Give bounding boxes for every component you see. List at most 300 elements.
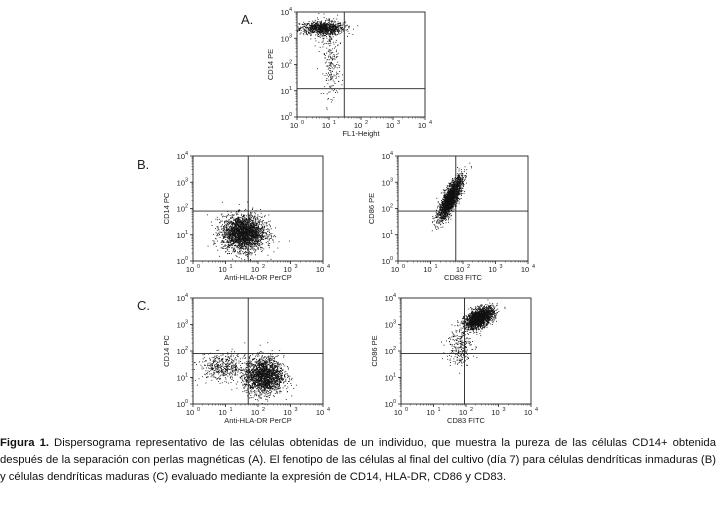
data-point	[227, 216, 228, 217]
data-point	[232, 228, 233, 229]
data-point	[328, 98, 329, 99]
data-point	[270, 225, 271, 226]
data-point	[268, 241, 269, 242]
data-point	[336, 64, 337, 65]
data-point	[326, 43, 327, 44]
data-point	[331, 74, 332, 75]
data-point	[331, 62, 332, 63]
data-point	[234, 252, 235, 253]
data-point	[321, 28, 322, 29]
data-point	[238, 241, 239, 242]
panel-label-b: B.	[137, 157, 150, 172]
data-point	[329, 25, 330, 26]
data-point	[268, 237, 269, 238]
data-point	[265, 215, 266, 216]
data-point	[307, 34, 308, 35]
data-point	[335, 65, 336, 66]
data-point	[338, 44, 339, 45]
data-point	[221, 226, 222, 227]
data-point	[437, 220, 438, 221]
data-point	[225, 221, 226, 222]
data-point	[262, 226, 263, 227]
data-point	[327, 66, 328, 67]
data-point	[318, 36, 319, 37]
data-point	[243, 242, 244, 243]
data-point	[256, 227, 257, 228]
data-point	[243, 248, 244, 249]
data-point	[226, 231, 227, 232]
data-point	[233, 230, 234, 231]
data-point	[232, 251, 233, 252]
data-point	[256, 245, 257, 246]
data-point	[327, 33, 328, 34]
data-point	[326, 30, 327, 31]
data-point	[326, 31, 327, 32]
y-tick-label: 10	[280, 60, 289, 70]
data-point	[334, 89, 335, 90]
data-point	[254, 252, 255, 253]
data-point	[215, 243, 216, 244]
data-point	[245, 235, 246, 236]
data-point	[260, 233, 261, 234]
data-point	[456, 206, 457, 207]
data-point	[234, 250, 235, 251]
data-point	[325, 22, 326, 23]
data-point	[277, 248, 278, 249]
data-point	[330, 72, 331, 73]
data-point	[227, 247, 228, 248]
data-points	[432, 163, 472, 232]
data-point	[250, 231, 251, 232]
data-point	[229, 245, 230, 246]
data-point	[243, 239, 244, 240]
x-tick-label: 10	[289, 121, 299, 130]
data-point	[303, 24, 304, 25]
data-point	[256, 234, 257, 235]
data-point	[221, 242, 222, 243]
data-point	[462, 176, 463, 177]
data-point	[246, 232, 247, 233]
data-point	[242, 217, 243, 218]
data-point	[334, 81, 335, 82]
data-point	[326, 38, 327, 39]
data-point	[252, 246, 253, 247]
data-point	[317, 30, 318, 31]
data-point	[246, 243, 247, 244]
data-point	[339, 71, 340, 72]
data-point	[328, 92, 329, 93]
data-point	[226, 224, 227, 225]
data-point	[243, 223, 244, 224]
data-point	[243, 238, 244, 239]
data-point	[232, 233, 233, 234]
data-point	[246, 238, 247, 239]
data-point	[243, 221, 244, 222]
data-point	[307, 27, 308, 28]
data-point	[348, 27, 349, 28]
data-point	[234, 251, 235, 252]
data-point	[328, 43, 329, 44]
data-point	[335, 46, 336, 47]
data-point	[259, 232, 260, 233]
data-point	[224, 233, 225, 234]
data-point	[239, 241, 240, 242]
data-point	[324, 30, 325, 31]
data-point	[329, 67, 330, 68]
data-point	[241, 220, 242, 221]
data-point	[262, 217, 263, 218]
data-point	[438, 223, 439, 224]
data-point	[303, 27, 304, 28]
data-point	[249, 245, 250, 246]
data-point	[256, 235, 257, 236]
data-point	[270, 226, 271, 227]
data-point	[319, 51, 320, 52]
data-point	[253, 220, 254, 221]
data-point	[328, 51, 329, 52]
data-point	[238, 244, 239, 245]
data-point	[330, 71, 331, 72]
data-point	[457, 180, 458, 181]
data-point	[340, 22, 341, 23]
data-point	[333, 30, 334, 31]
data-point	[324, 86, 325, 87]
data-point	[334, 75, 335, 76]
data-point	[242, 216, 243, 217]
data-point	[217, 241, 218, 242]
data-point	[239, 254, 240, 255]
data-point	[225, 222, 226, 223]
data-point	[249, 252, 250, 253]
data-point	[308, 23, 309, 24]
data-point	[335, 75, 336, 76]
y-tick-label: 10	[176, 152, 185, 161]
data-point	[322, 74, 323, 75]
y-tick-label: 10	[176, 230, 185, 240]
data-point	[269, 245, 270, 246]
y-tick-exponent: 4	[289, 7, 293, 13]
data-point	[267, 225, 268, 226]
data-point	[247, 234, 248, 235]
data-point	[267, 228, 268, 229]
data-point	[242, 244, 243, 245]
data-point	[340, 29, 341, 30]
y-tick-exponent: 2	[289, 59, 293, 66]
data-point	[326, 80, 327, 81]
data-point	[320, 34, 321, 35]
data-point	[322, 30, 323, 31]
data-point	[236, 256, 237, 257]
data-point	[244, 238, 245, 239]
data-point	[316, 30, 317, 31]
data-point	[224, 231, 225, 232]
data-point	[269, 240, 270, 241]
data-point	[319, 21, 320, 22]
data-point	[271, 259, 272, 260]
data-point	[236, 246, 237, 247]
data-point	[306, 27, 307, 28]
data-point	[242, 218, 243, 219]
data-point	[249, 234, 250, 235]
data-point	[329, 19, 330, 20]
data-point	[333, 36, 334, 37]
data-point	[330, 24, 331, 25]
data-point	[231, 212, 232, 213]
data-point	[226, 242, 227, 243]
data-point	[238, 221, 239, 222]
data-point	[221, 226, 222, 227]
data-point	[217, 219, 218, 220]
data-point	[275, 236, 276, 237]
data-point	[224, 232, 225, 233]
data-point	[222, 244, 223, 245]
data-point	[214, 243, 215, 244]
data-point	[229, 224, 230, 225]
data-point	[304, 32, 305, 33]
data-point	[254, 225, 255, 226]
data-point	[337, 62, 338, 63]
data-point	[268, 243, 269, 244]
data-point	[330, 63, 331, 64]
data-point	[239, 257, 240, 258]
data-point	[249, 246, 250, 247]
data-point	[312, 26, 313, 27]
x-tick-label: 10	[353, 121, 363, 130]
data-point	[463, 177, 464, 178]
data-point	[249, 232, 250, 233]
data-point	[262, 221, 263, 222]
data-point	[253, 238, 254, 239]
data-point	[269, 239, 270, 240]
data-point	[335, 83, 336, 84]
data-point	[318, 36, 319, 37]
data-point	[338, 28, 339, 29]
data-point	[340, 43, 341, 44]
data-point	[213, 234, 214, 235]
data-point	[254, 248, 255, 249]
data-point	[217, 226, 218, 227]
data-point	[221, 248, 222, 249]
data-point	[324, 38, 325, 39]
data-point	[330, 49, 331, 50]
data-point	[336, 90, 337, 91]
data-point	[310, 29, 311, 30]
data-point	[309, 30, 310, 31]
data-point	[223, 242, 224, 243]
data-point	[343, 29, 344, 30]
data-point	[323, 41, 324, 42]
data-point	[257, 225, 258, 226]
data-point	[441, 200, 442, 201]
data-point	[329, 34, 330, 35]
data-point	[321, 22, 322, 23]
data-point	[326, 36, 327, 37]
data-point	[330, 68, 331, 69]
data-point	[314, 27, 315, 28]
data-point	[435, 217, 436, 218]
data-point	[234, 234, 235, 235]
data-point	[239, 224, 240, 225]
data-point	[331, 79, 332, 80]
data-point	[250, 212, 251, 213]
panel-label-c: C.	[137, 298, 150, 313]
data-point	[435, 215, 436, 216]
data-point	[330, 21, 331, 22]
data-point	[331, 86, 332, 87]
data-point	[312, 25, 313, 26]
data-point	[315, 24, 316, 25]
data-point	[234, 245, 235, 246]
data-point	[335, 34, 336, 35]
data-point	[266, 238, 267, 239]
data-point	[460, 173, 461, 174]
data-point	[245, 253, 246, 254]
data-point	[255, 217, 256, 218]
data-point	[243, 228, 244, 229]
data-point	[225, 227, 226, 228]
data-point	[229, 219, 230, 220]
data-point	[227, 230, 228, 231]
data-point	[263, 239, 264, 240]
data-point	[300, 28, 301, 29]
data-point	[255, 233, 256, 234]
data-point	[228, 241, 229, 242]
data-point	[261, 242, 262, 243]
data-point	[329, 38, 330, 39]
data-point	[261, 247, 262, 248]
data-point	[257, 227, 258, 228]
data-point	[259, 245, 260, 246]
data-point	[303, 31, 304, 32]
data-point	[335, 26, 336, 27]
data-point	[263, 232, 264, 233]
data-point	[318, 32, 319, 33]
data-point	[331, 39, 332, 40]
x-tick-exponent: 2	[262, 264, 266, 270]
data-point	[336, 24, 337, 25]
data-point	[331, 66, 332, 67]
data-point	[329, 27, 330, 28]
data-point	[336, 27, 337, 28]
data-point	[323, 28, 324, 29]
data-point	[246, 240, 247, 241]
data-point	[349, 33, 350, 34]
data-point	[249, 229, 250, 230]
data-point	[227, 234, 228, 235]
data-point	[340, 27, 341, 28]
data-point	[454, 178, 455, 179]
data-point	[330, 36, 331, 37]
data-point	[243, 240, 244, 241]
data-point	[216, 232, 217, 233]
data-point	[312, 21, 313, 22]
data-point	[244, 240, 245, 241]
data-point	[332, 89, 333, 90]
scatter-plot-b-left	[162, 151, 330, 282]
data-point	[237, 214, 238, 215]
data-point	[233, 249, 234, 250]
data-point	[244, 259, 245, 260]
data-point	[269, 234, 270, 235]
data-point	[347, 29, 348, 30]
data-point	[233, 238, 234, 239]
data-point	[315, 38, 316, 39]
data-point	[264, 222, 265, 223]
data-point	[234, 240, 235, 241]
data-point	[268, 245, 269, 246]
data-point	[257, 242, 258, 243]
data-point	[251, 215, 252, 216]
data-point	[236, 241, 237, 242]
data-point	[260, 219, 261, 220]
data-point	[319, 32, 320, 33]
data-point	[231, 253, 232, 254]
data-point	[345, 21, 346, 22]
data-point	[263, 233, 264, 234]
data-point	[444, 190, 445, 191]
data-point	[311, 35, 312, 36]
data-point	[304, 31, 305, 32]
data-point	[260, 230, 261, 231]
data-point	[335, 31, 336, 32]
data-point	[251, 226, 252, 227]
data-point	[226, 235, 227, 236]
data-point	[245, 243, 246, 244]
data-point	[252, 220, 253, 221]
data-point	[259, 235, 260, 236]
data-point	[327, 75, 328, 76]
data-point	[229, 237, 230, 238]
data-point	[260, 240, 261, 241]
data-point	[306, 25, 307, 26]
data-point	[325, 55, 326, 56]
data-point	[237, 213, 238, 214]
data-point	[309, 32, 310, 33]
data-point	[450, 213, 451, 214]
data-point	[251, 213, 252, 214]
data-point	[239, 230, 240, 231]
x-tick-exponent: 0	[197, 264, 201, 270]
data-point	[257, 248, 258, 249]
data-point	[218, 235, 219, 236]
data-point	[245, 218, 246, 219]
data-point	[330, 51, 331, 52]
data-point	[224, 226, 225, 227]
data-point	[442, 221, 443, 222]
data-point	[233, 235, 234, 236]
data-point	[271, 228, 272, 229]
data-point	[244, 231, 245, 232]
data-point	[328, 80, 329, 81]
data-point	[312, 30, 313, 31]
data-point	[243, 228, 244, 229]
data-point	[231, 239, 232, 240]
data-point	[222, 232, 223, 233]
data-point	[240, 252, 241, 253]
data-point	[329, 59, 330, 60]
data-points	[297, 13, 358, 110]
data-point	[320, 24, 321, 25]
x-tick-label: 10	[321, 121, 331, 130]
y-axis-label: CD14 PC	[162, 192, 171, 225]
data-point	[342, 74, 343, 75]
data-point	[229, 239, 230, 240]
x-tick-label: 10	[218, 265, 227, 274]
data-point	[250, 230, 251, 231]
data-point	[320, 47, 321, 48]
data-point	[246, 220, 247, 221]
data-point	[220, 237, 221, 238]
